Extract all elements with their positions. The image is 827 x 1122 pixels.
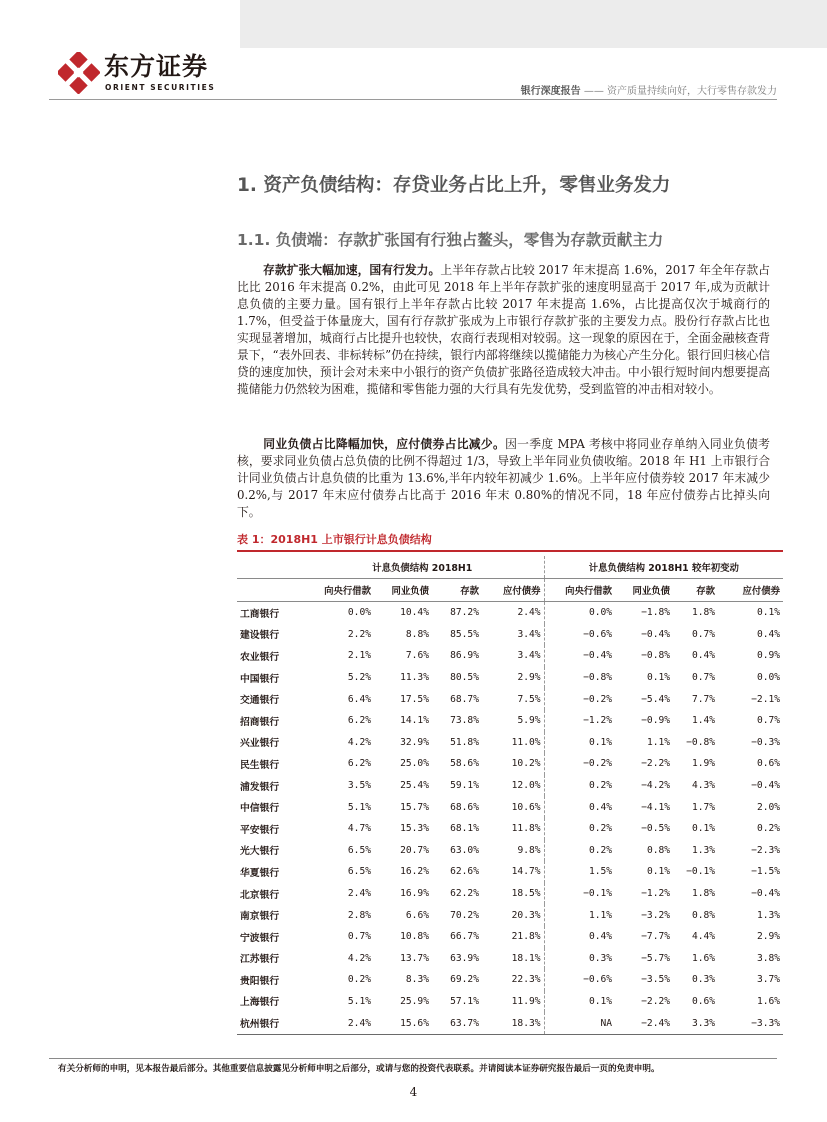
value-cell: −1.8% [641,607,671,619]
value-cell: 16.9% [400,888,429,900]
value-cell: 1.6% [691,952,716,964]
value-cell: 0.2% [544,775,615,797]
table-row [237,710,783,732]
value-cell: 11.9% [511,995,541,1007]
bank-name-cell: 贵阳银行 [240,975,280,987]
value-cell: NA [544,1012,615,1034]
value-cell: 22.3% [511,974,541,986]
group-header-2018h1: 计息负债结构 2018H1 [301,556,544,579]
paragraph-body: 因一季度 MPA 考核中将同业存单纳入同业负债考核，要求同业负债占总负债的比例不得超过 1/3，导致上半年同业负债收缩。2018 年 H1 上市银行合计同业负债占计息负债的比重为 13.6%,半年内较年初减少 1.6%。上半年应付债券较 2017 年末减少 0.2%,与 2017 年末应付债券占比高于 2016 年末 0.80%的情况不同，18 年应付债券占比掉头向下。 [237,437,770,519]
brand-name-cn: 东方证券 [104,52,209,81]
value-cell: 4.2% [347,952,371,964]
paragraph-body: 上半年存款占比较 2017 年末提高 1.6%，2017 年全年存款占比比 2016 年末提高 0.2%，由此可见 2018 年上半年存款扩张的速度明显高于 2017 年,成为贡献计息负债的主要力量。国有银行上半年存款占比较 2017 年末提高 1.6%，占比提高仅次于城商行的 1.7%，但受益于体量庞大，国有行存款扩张成为上市银行存款扩张的主要发力点。股份行存款占比也实现显著增加，城商行占比提升也较快，农商行表现相对较弱。这一现象的原因在于，全面金融核查背景下，“表外回表、非标转标”仍在持续，银行内部将继续以揽储能力为核心产生分化。银行回归核心信贷的速度加快，预计会对未来中小银行的资产负债扩张路径造成较大冲击。中小银行短时间内想要提高揽储能力仍然较为困难，揽储和零售能力强的大行具有先发优势，受到监管的冲击相对较小。 [237,263,770,396]
column-header: 应付债券 [718,579,783,602]
table-body [237,602,783,1035]
value-cell: 3.4% [517,650,541,662]
paragraph-lead: 存款扩张大幅加速，国有行发力。 [263,263,441,277]
table-row [237,667,783,689]
value-cell: 15.7% [400,801,429,813]
value-cell: 6.6% [405,909,429,921]
subsection-heading: 1.1. 负债端：存款扩张国有行独占鳌头，零售为存款贡献主力 [237,231,664,249]
table-column-header [237,579,783,602]
bank-name-cell: 江苏银行 [240,954,280,966]
table-row [237,926,783,948]
value-cell: −0.6% [544,624,615,646]
value-cell: 3.3% [673,1012,718,1034]
value-cell: −0.8% [686,736,716,748]
value-cell: −0.1% [686,866,716,878]
value-cell: 10.2% [511,758,541,770]
value-cell: 25.0% [400,758,429,770]
report-title: 资产质量持续向好，大行零售存款发力 [607,86,777,97]
value-cell: 3.8% [756,952,781,964]
value-cell: 1.9% [691,758,716,770]
bank-name-cell: 华夏银行 [240,867,280,879]
value-cell: 2.2% [347,628,371,640]
paragraph-interbank [237,436,770,521]
value-cell: 3.4% [517,628,541,640]
value-cell: 0.6% [691,995,716,1007]
value-cell: 0.4% [544,796,615,818]
value-cell: 2.1% [347,650,371,662]
value-cell: 85.5% [450,628,479,640]
value-cell: 0.7% [691,628,716,640]
value-cell: 0.0% [347,607,371,619]
value-cell: −2.1% [751,693,781,705]
column-header: 应付债券 [482,579,544,602]
table-row [237,775,783,797]
value-cell: −0.6% [544,969,615,991]
value-cell: 25.9% [400,995,429,1007]
value-cell: 11.3% [400,672,429,684]
table-row [237,645,783,667]
table-row [237,796,783,818]
value-cell: 4.7% [347,823,371,835]
value-cell: −1.5% [751,866,781,878]
value-cell: 14.7% [511,866,541,878]
brand-name-en: ORIENT SECURITIES [105,83,216,92]
bank-name-cell: 杭州银行 [237,1012,301,1034]
value-cell: 7.7% [691,693,716,705]
value-cell: −2.2% [641,995,671,1007]
value-cell: 68.6% [450,801,479,813]
value-cell: 87.2% [450,607,479,619]
value-cell: −1.2% [641,888,671,900]
value-cell: 0.2% [544,818,615,840]
value-cell: 4.2% [347,736,371,748]
table-row [237,624,783,646]
header-rule [49,99,777,100]
bank-name-cell: 上海银行 [240,997,280,1009]
column-header: 同业负债 [615,579,673,602]
value-cell: 2.4% [347,888,371,900]
value-cell: 63.9% [450,952,479,964]
value-cell: 12.0% [511,780,541,792]
column-header: 同业负债 [374,579,432,602]
value-cell: −2.4% [615,1012,673,1034]
value-cell: 6.2% [347,715,371,727]
value-cell: −3.2% [641,909,671,921]
value-cell: −4.2% [641,780,671,792]
value-cell: −5.7% [641,952,671,964]
value-cell: −4.1% [641,801,671,813]
value-cell: −0.4% [544,645,615,667]
value-cell: 0.2% [347,974,371,986]
group-header-change: 计息负债结构 2018H1 较年初变动 [544,556,783,579]
table-row [237,732,783,754]
liability-structure-table [237,556,783,1035]
value-cell: 13.7% [400,952,429,964]
value-cell: 1.1% [646,736,671,748]
value-cell: 0.4% [756,628,781,640]
value-cell: 7.5% [517,693,541,705]
value-cell: 0.8% [646,844,671,856]
value-cell: −0.8% [641,650,671,662]
bank-name-cell: 中国银行 [240,673,280,685]
value-cell: 18.1% [511,952,541,964]
value-cell: 0.7% [756,715,781,727]
bank-name-cell: 民生银行 [240,759,280,771]
table-row [237,904,783,926]
value-cell: 10.6% [511,801,541,813]
value-cell: −0.1% [544,883,615,905]
value-cell: 1.4% [691,715,716,727]
value-cell: 14.1% [400,715,429,727]
value-cell: 0.7% [347,931,371,943]
brand-logo [58,52,228,94]
value-cell: −0.2% [544,688,615,710]
value-cell: −2.2% [641,758,671,770]
value-cell: 18.3% [482,1012,544,1034]
table-row [237,969,783,991]
value-cell: 25.4% [400,780,429,792]
table-row [237,991,783,1013]
value-cell: 3.5% [347,780,371,792]
value-cell: −0.4% [751,780,781,792]
value-cell: 1.3% [756,909,781,921]
value-cell: 59.1% [450,780,479,792]
orient-securities-logo-icon [58,52,100,94]
value-cell: 0.3% [691,974,716,986]
value-cell: −3.3% [718,1012,783,1034]
value-cell: 86.9% [450,650,479,662]
value-cell: −7.7% [641,931,671,943]
table-title-rule [237,550,783,552]
value-cell: −0.8% [544,667,615,689]
value-cell: 0.9% [756,650,781,662]
value-cell: 0.1% [544,991,615,1013]
table-corner [237,556,301,579]
value-cell: −5.4% [641,693,671,705]
bank-name-cell: 建设银行 [240,630,280,642]
column-header: 向央行借款 [544,579,615,602]
footer-disclaimer: 有关分析师的申明，见本报告最后部分。其他重要信息披露见分析师申明之后部分，或请与您的投资代表联系。并请阅读本证券研究报告最后一页的免责申明。 [58,1064,660,1074]
value-cell: 73.8% [450,715,479,727]
table-row [237,840,783,862]
value-cell: 0.1% [544,732,615,754]
value-cell: 5.1% [347,995,371,1007]
value-cell: 15.3% [400,823,429,835]
table-title: 表 1：2018H1 上市银行计息负债结构 [237,533,432,546]
running-header [455,82,777,97]
page-number: 4 [409,1085,418,1099]
bank-name-cell: 农业银行 [240,651,280,663]
bank-name-cell: 平安银行 [240,824,280,836]
value-cell: 66.7% [450,931,479,943]
value-cell: 10.4% [400,607,429,619]
column-header: 存款 [432,579,482,602]
table-row [237,688,783,710]
value-cell: 0.1% [691,823,716,835]
value-cell: 0.2% [544,840,615,862]
value-cell: 2.9% [756,931,781,943]
table-row [237,1012,783,1034]
value-cell: −0.4% [751,888,781,900]
value-cell: 0.1% [646,672,671,684]
value-cell: 18.5% [511,888,541,900]
value-cell: 8.8% [405,628,429,640]
value-cell: 0.0% [756,672,781,684]
value-cell: 0.4% [544,926,615,948]
value-cell: 1.5% [544,861,615,883]
value-cell: −0.3% [751,736,781,748]
value-cell: 1.8% [691,607,716,619]
value-cell: 0.1% [756,607,781,619]
value-cell: 63.7% [432,1012,482,1034]
footer-rule [49,1058,777,1059]
value-cell: 69.2% [450,974,479,986]
value-cell: −0.5% [641,823,671,835]
report-type: 银行深度报告 [520,86,581,97]
value-cell: 0.0% [544,602,615,624]
value-cell: 5.9% [517,715,541,727]
value-cell: 0.6% [756,758,781,770]
value-cell: 1.1% [544,904,615,926]
value-cell: 16.2% [400,866,429,878]
value-cell: 0.8% [691,909,716,921]
bank-name-cell: 兴业银行 [240,738,280,750]
value-cell: 0.4% [691,650,716,662]
value-cell: 8.3% [405,974,429,986]
value-cell: 3.7% [756,974,781,986]
value-cell: 2.9% [517,672,541,684]
value-cell: 2.4% [301,1012,374,1034]
value-cell: 20.3% [511,909,541,921]
paragraph-deposits [237,262,770,398]
value-cell: −1.2% [544,710,615,732]
value-cell: −0.9% [641,715,671,727]
value-cell: 62.6% [450,866,479,878]
value-cell: 1.7% [691,801,716,813]
value-cell: 15.6% [374,1012,432,1034]
value-cell: 32.9% [400,736,429,748]
value-cell: 6.2% [347,758,371,770]
value-cell: 5.1% [347,801,371,813]
table-row [237,948,783,970]
table-row [237,753,783,775]
value-cell: 9.8% [517,844,541,856]
table-row [237,818,783,840]
bank-name-cell: 宁波银行 [240,932,280,944]
value-cell: 57.1% [450,995,479,1007]
value-cell: 70.2% [450,909,479,921]
value-cell: −2.3% [751,844,781,856]
value-cell: 0.1% [646,866,671,878]
paragraph-lead: 同业负债占比降幅加快，应付债券占比减少。 [263,437,506,451]
value-cell: 21.8% [511,931,541,943]
value-cell: 2.0% [756,801,781,813]
value-cell: 0.2% [756,823,781,835]
value-cell: 7.6% [405,650,429,662]
value-cell: 51.8% [450,736,479,748]
value-cell: 0.7% [691,672,716,684]
value-cell: 6.5% [347,866,371,878]
value-cell: 11.0% [511,736,541,748]
bank-name-cell: 北京银行 [240,889,280,901]
value-cell: 11.8% [511,823,541,835]
value-cell: 1.8% [691,888,716,900]
column-header: 向央行借款 [301,579,374,602]
table-row [237,883,783,905]
value-cell: 63.0% [450,844,479,856]
value-cell: 17.5% [400,693,429,705]
bank-name-cell: 中信银行 [240,803,280,815]
value-cell: 4.4% [691,931,716,943]
table-row [237,602,783,624]
value-cell: 2.4% [517,607,541,619]
value-cell: 80.5% [450,672,479,684]
value-cell: −0.2% [544,753,615,775]
column-header-bank [237,579,301,602]
value-cell: 1.6% [756,995,781,1007]
bank-name-cell: 南京银行 [240,911,280,923]
bank-name-cell: 交通银行 [240,695,280,707]
value-cell: 10.8% [400,931,429,943]
value-cell: 5.2% [347,672,371,684]
value-cell: 6.4% [347,693,371,705]
value-cell: 20.7% [400,844,429,856]
column-header: 存款 [673,579,718,602]
table-group-header [237,556,783,579]
value-cell: 68.1% [450,823,479,835]
header-separator: —— [583,86,604,97]
value-cell: −3.5% [641,974,671,986]
bank-name-cell: 工商银行 [240,608,280,620]
value-cell: 1.3% [691,844,716,856]
bank-name-cell: 招商银行 [240,716,280,728]
value-cell: 6.5% [347,844,371,856]
table-row [237,861,783,883]
value-cell: 62.2% [450,888,479,900]
bank-name-cell: 浦发银行 [240,781,280,793]
header-band [240,0,827,48]
section-heading: 1. 资产负债结构：存贷业务占比上升，零售业务发力 [237,175,671,196]
bank-name-cell: 光大银行 [240,846,280,858]
value-cell: 68.7% [450,693,479,705]
value-cell: 58.6% [450,758,479,770]
value-cell: 2.8% [347,909,371,921]
value-cell: −0.4% [641,628,671,640]
value-cell: 0.3% [544,948,615,970]
value-cell: 4.3% [691,780,716,792]
